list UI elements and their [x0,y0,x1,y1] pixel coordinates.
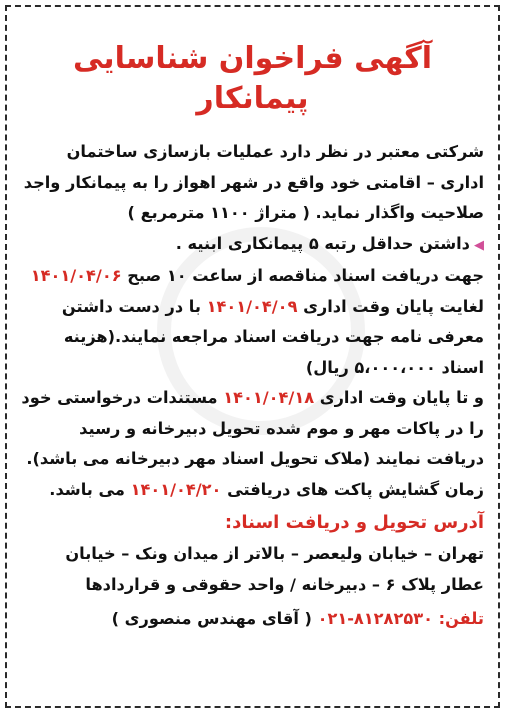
ad-frame [5,5,500,708]
phone-line [15,604,490,635]
documents-text-c: با در دست داشتن معرفی نامه جهت دریافت اسناد مراجعه نمایند.(هزینه اسناد ۵،۰۰۰،۰۰۰ ریال) [61,296,484,377]
submission-date: ۱۴۰۱/۰۴/۱۸ [223,388,315,407]
documents-text-a: جهت دریافت اسناد مناقصه از ساعت ۱۰ صبح [127,266,484,285]
phone-number: ۰۲۱-۸۱۲۸۲۵۳۰ [317,609,433,628]
start-date: ۱۴۰۱/۰۴/۰۶ [30,266,122,285]
address-title: آدرس تحویل و دریافت اسناد: [224,512,484,533]
submission-text-a: و تا پایان وقت اداری [319,388,484,407]
intro-paragraph: شرکتی معتبر در نظر دارد عملیات بازسازی ساختمان اداری – اقامتی خود واقع در شهر اهواز را به پیمانکار واجد صلاحیت واگذار نماید. ( متراژ ۱۱۰۰ مترمربع ) [23,142,484,222]
requirement-text: داشتن حداقل رتبه ۵ پیمانکاری ابنیه . [175,233,470,253]
documents-paragraph [15,261,490,383]
address-text: تهران – خیابان ولیعصر – بالاتر از میدان ونک – خیابان عطار پلاک ۶ – دبیرخانه / واحد حقوقی و قراردادها [65,544,484,594]
bullet-icon: ◀ [474,237,484,253]
opening-date: ۱۴۰۱/۰۴/۲۰ [130,479,222,499]
contact-person: ( آقای مهندس منصوری ) [111,609,312,628]
submission-paragraph [15,383,490,475]
opening-text-a: زمان گشایش پاکت های دریافتی [227,479,484,499]
opening-text-b: می باشد. [49,479,125,499]
requirement-line [15,229,490,262]
ad-content [15,15,490,698]
phone-label: تلفن: [438,609,484,628]
documents-text-b: لغایت پایان وقت اداری [303,296,484,316]
opening-paragraph [15,475,490,506]
submission-text-b: مستندات درخواستی خود را در پاکات مهر و موم شده تحویل دبیرخانه و رسید دریافت نمایند (ملاک تحویل اسناد مهر دبیرخانه می باشد). [21,388,484,468]
ad-title: آگهی فراخوان شناسایی پیمانکار [72,41,433,116]
end-date: ۱۴۰۱/۰۴/۰۹ [206,296,298,316]
